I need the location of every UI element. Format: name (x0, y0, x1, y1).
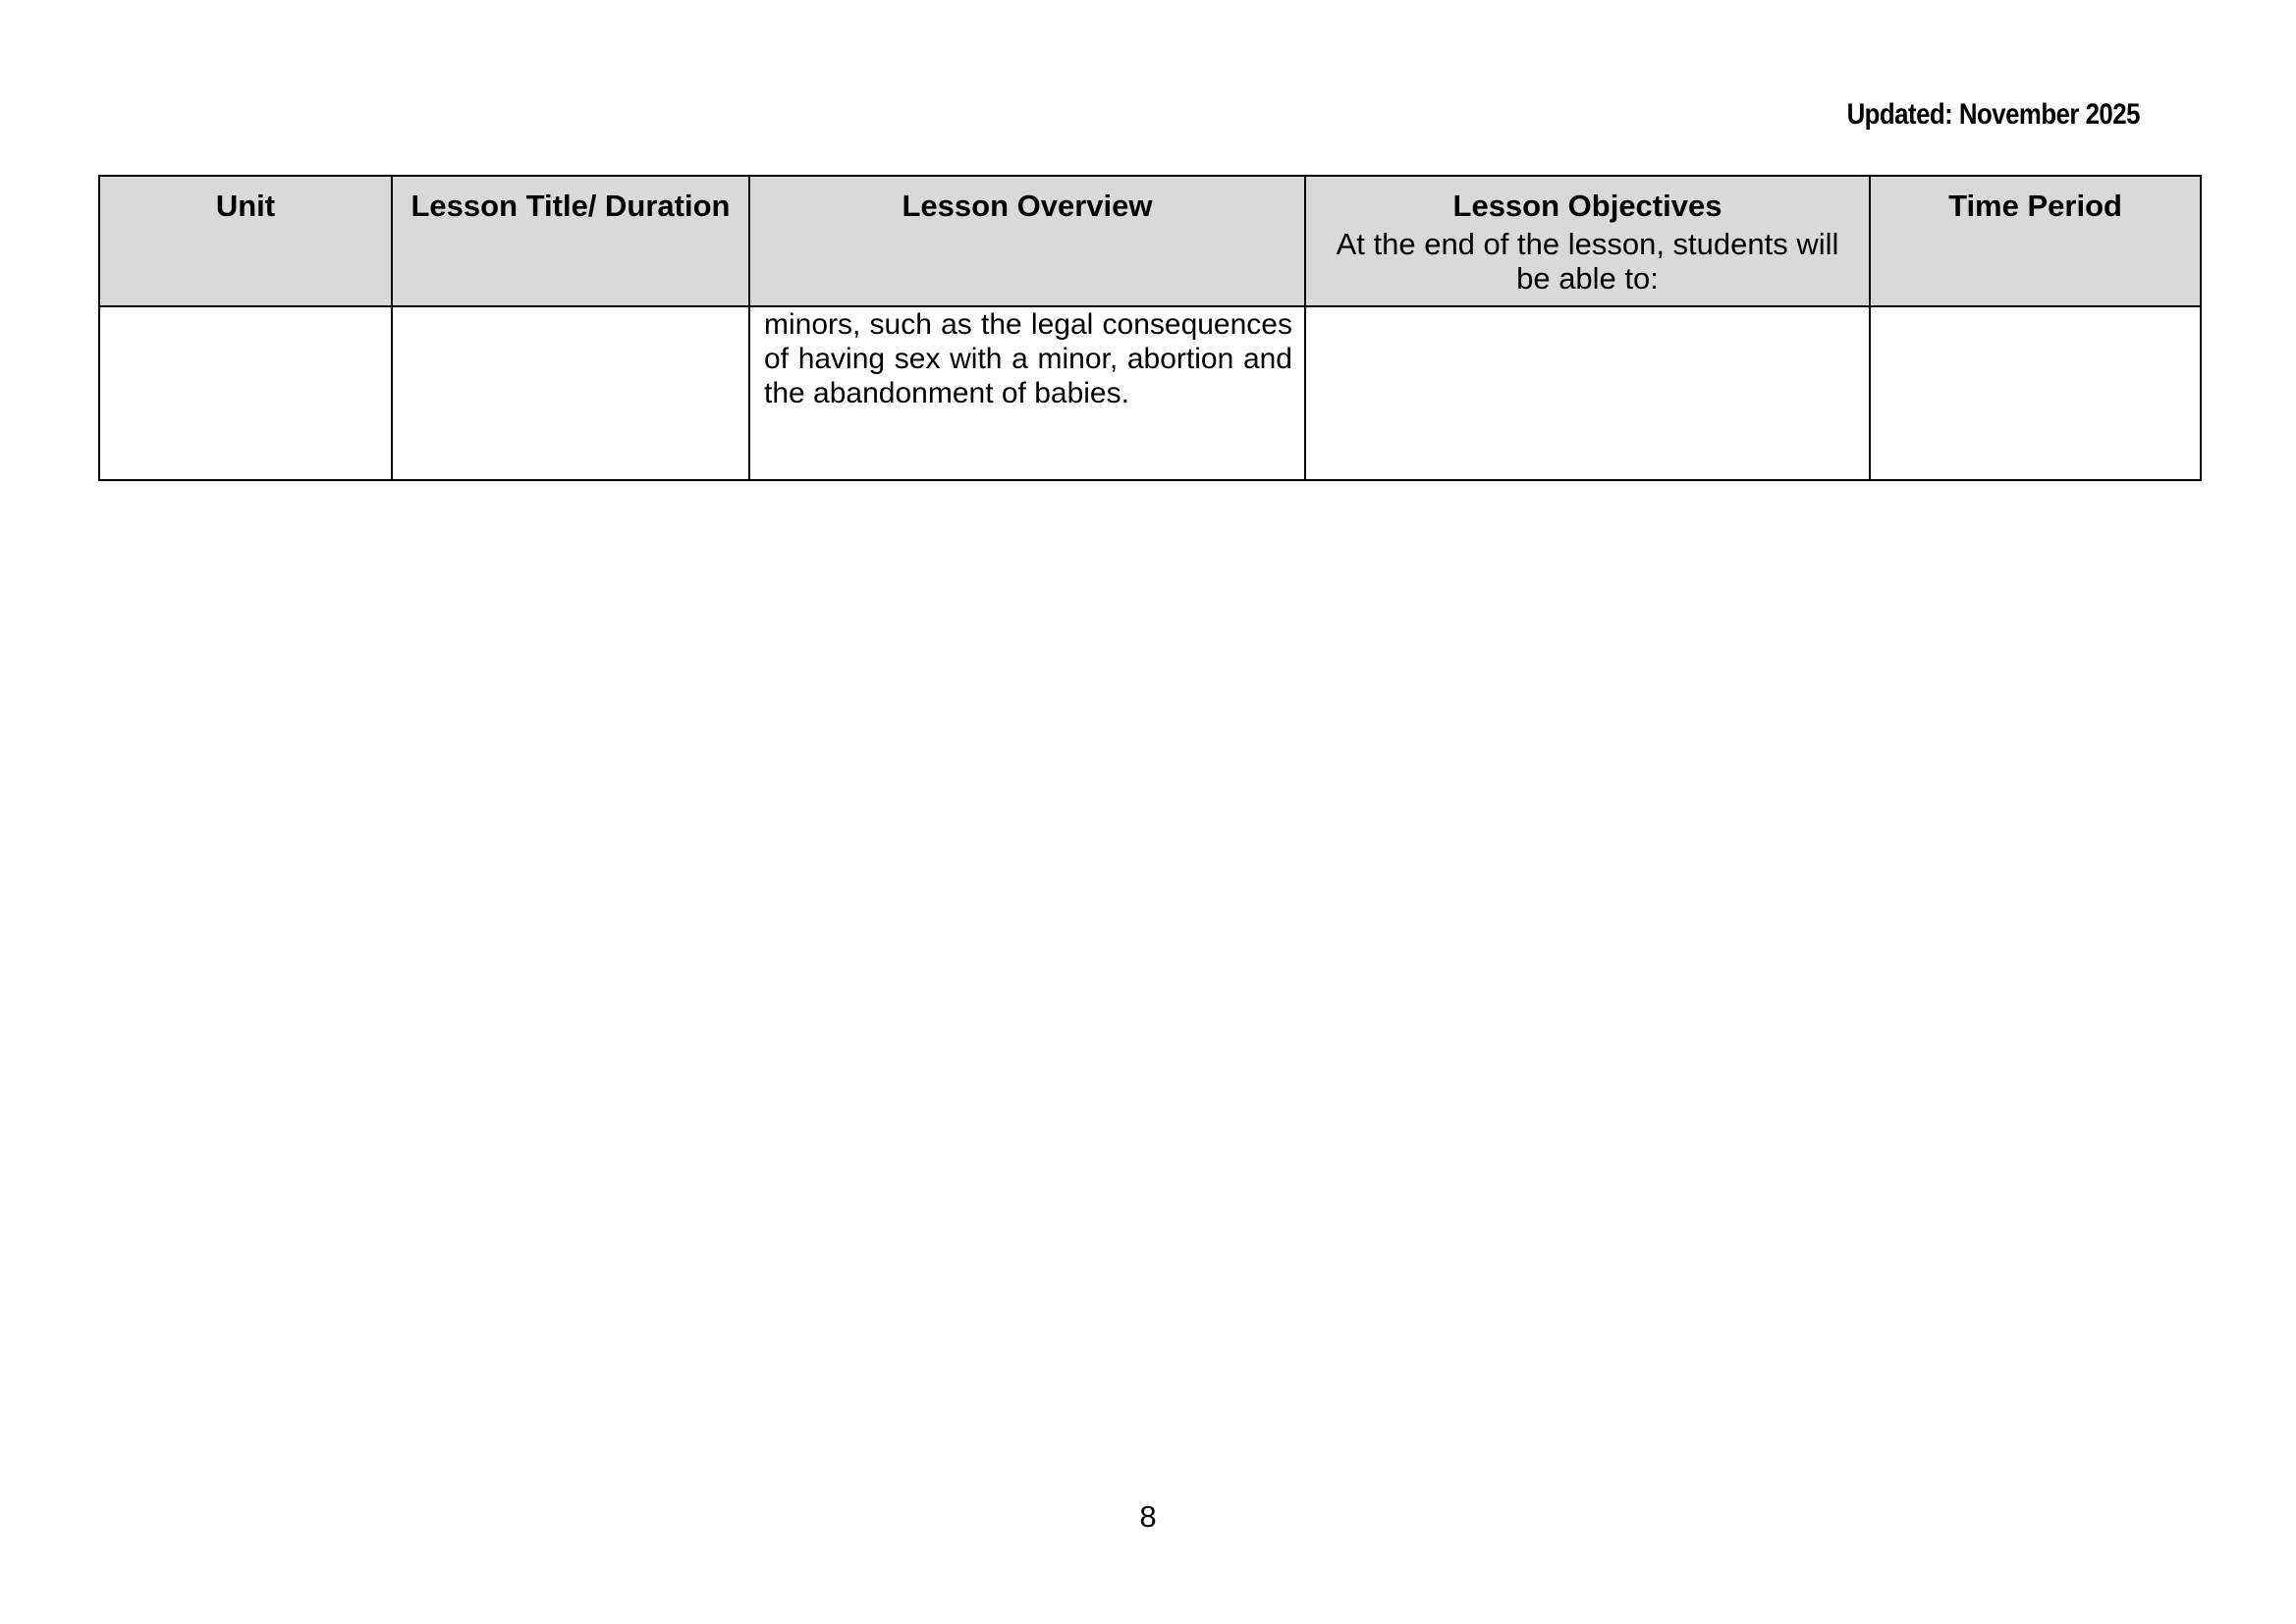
header-time-period (1870, 176, 2201, 306)
header-lesson-objectives-subtitle: At the end of the lesson, students will be able to: (1336, 227, 1839, 296)
header-lesson-objectives-label: Lesson Objectives (1452, 189, 1722, 223)
table-header-row (99, 176, 2201, 306)
header-lesson-title (392, 176, 749, 306)
header-lesson-objectives (1305, 176, 1870, 306)
header-lesson-title-label: Lesson Title/ Duration (410, 189, 731, 223)
page-number: 8 (1139, 1499, 1157, 1534)
header-unit-label: Unit (215, 189, 276, 223)
header-lesson-overview-label: Lesson Overview (902, 189, 1153, 223)
header-time-period-label: Time Period (1948, 189, 2122, 223)
header-unit (99, 176, 392, 306)
cell-lesson-overview (749, 306, 1305, 480)
cell-lesson-objectives (1305, 306, 1870, 480)
cell-lesson-title (392, 306, 749, 480)
table-row (99, 306, 2201, 480)
underline-mark (238, 305, 414, 307)
header-lesson-overview (749, 176, 1305, 306)
lesson-overview-text: minors, such as the legal consequences of having sex with a minor, abortion and the abandonment of babies. (764, 308, 1292, 409)
updated-date: Updated: November 2025 (1846, 98, 2140, 131)
cell-unit (99, 306, 392, 480)
cell-time-period (1870, 306, 2201, 480)
lesson-plan-table (98, 175, 2202, 481)
